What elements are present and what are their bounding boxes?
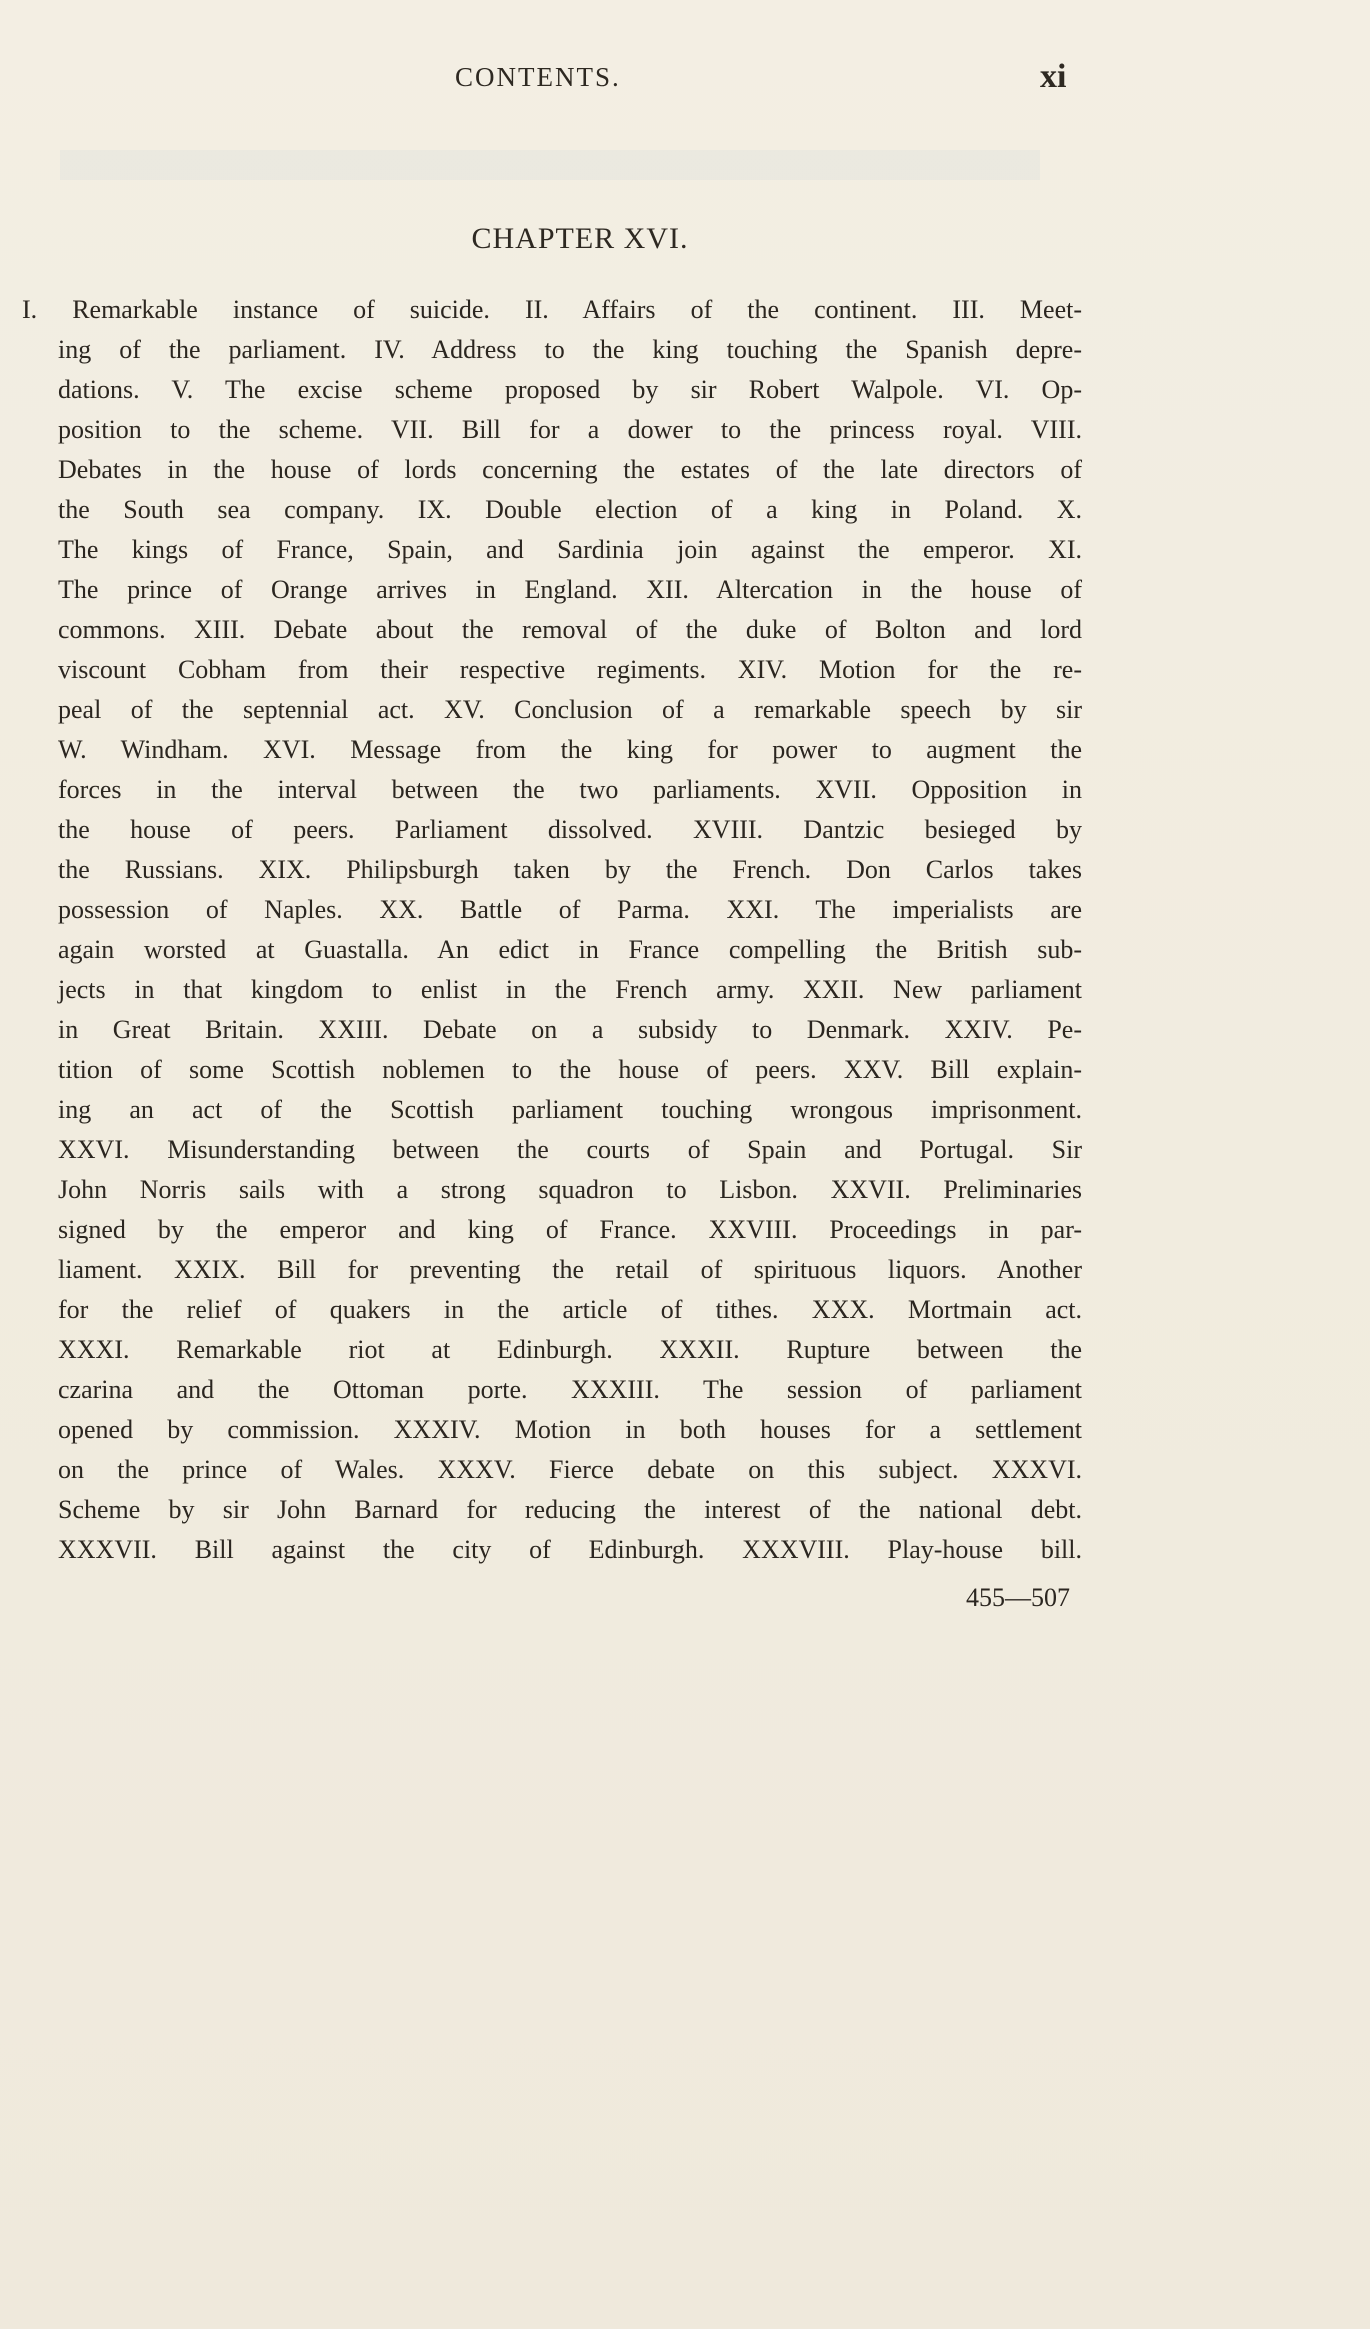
summary-line: I. Remarkable instance of suicide. II. Affairs of the continent. III. Meet- [22,295,1082,324]
summary-line: again worsted at Guastalla. An edict in France compelling the British sub- [58,935,1082,964]
summary-line: The prince of Orange arrives in England. XII. Altercation in the house of [58,575,1082,604]
running-head [0,58,1370,112]
summary-line: XXXVII. Bill against the city of Edinburgh. XXXVIII. Play-house bill. [58,1535,1082,1564]
summary-line: for the relief of quakers in the article of tithes. XXX. Mortmain act. [58,1295,1082,1324]
summary-line: ing an act of the Scottish parliament touching wrongous imprisonment. [58,1095,1082,1124]
summary-line: Scheme by sir John Barnard for reducing the interest of the national debt. [58,1495,1082,1524]
summary-line: dations. V. The excise scheme proposed by sir Robert Walpole. VI. Op- [58,375,1082,404]
summary-line: peal of the septennial act. XV. Conclusion of a remarkable speech by sir [58,695,1082,724]
summary-line: tition of some Scottish noblemen to the house of peers. XXV. Bill explain- [58,1055,1082,1084]
page-number: xi [1040,58,1067,95]
summary-line: John Norris sails with a strong squadron to Lisbon. XXVII. Preliminaries [58,1175,1082,1204]
summary-line: ing of the parliament. IV. Address to the king touching the Spanish depre- [58,335,1082,364]
summary-line: possession of Naples. XX. Battle of Parma. XXI. The imperialists are [58,895,1082,924]
summary-line: XXXI. Remarkable riot at Edinburgh. XXXII. Rupture between the [58,1335,1082,1364]
summary-line: XXVI. Misunderstanding between the courts of Spain and Portugal. Sir [58,1135,1082,1164]
summary-line: in Great Britain. XXIII. Debate on a subsidy to Denmark. XXIV. Pe- [58,1015,1082,1044]
paper-show-through [60,150,1040,180]
summary-line: The kings of France, Spain, and Sardinia join against the emperor. XI. [58,535,1082,564]
summary-line: on the prince of Wales. XXXV. Fierce debate on this subject. XXXVI. [58,1455,1082,1484]
summary-line: jects in that kingdom to enlist in the French army. XXII. New parliament [58,975,1082,1004]
summary-line: liament. XXIX. Bill for preventing the retail of spirituous liquors. Another [58,1255,1082,1284]
summary-line: opened by commission. XXXIV. Motion in both houses for a settlement [58,1415,1082,1444]
chapter-heading: CHAPTER XVI. [471,222,689,255]
summary-line: the house of peers. Parliament dissolved. XVIII. Dantzic besieged by [58,815,1082,844]
summary-line: position to the scheme. VII. Bill for a dower to the princess royal. VIII. [58,415,1082,444]
summary-line: czarina and the Ottoman porte. XXXIII. The session of parliament [58,1375,1082,1404]
running-head-title: CONTENTS. [455,62,621,92]
summary-line: commons. XIII. Debate about the removal of the duke of Bolton and lord [58,615,1082,644]
summary-line: viscount Cobham from their respective regiments. XIV. Motion for the re- [58,655,1082,684]
summary-line: the South sea company. IX. Double election of a king in Poland. X. [58,495,1082,524]
summary-line: Debates in the house of lords concerning the estates of the late directors of [58,455,1082,484]
chapter-summary [22,290,1082,1570]
page-range: 455—507 [966,1583,1070,1612]
summary-line: the Russians. XIX. Philipsburgh taken by the French. Don Carlos takes [58,855,1082,884]
summary-line: forces in the interval between the two parliaments. XVII. Opposition in [58,775,1082,804]
summary-line: signed by the emperor and king of France. XXVIII. Proceedings in par- [58,1215,1082,1244]
summary-line: W. Windham. XVI. Message from the king for power to augment the [58,735,1082,764]
